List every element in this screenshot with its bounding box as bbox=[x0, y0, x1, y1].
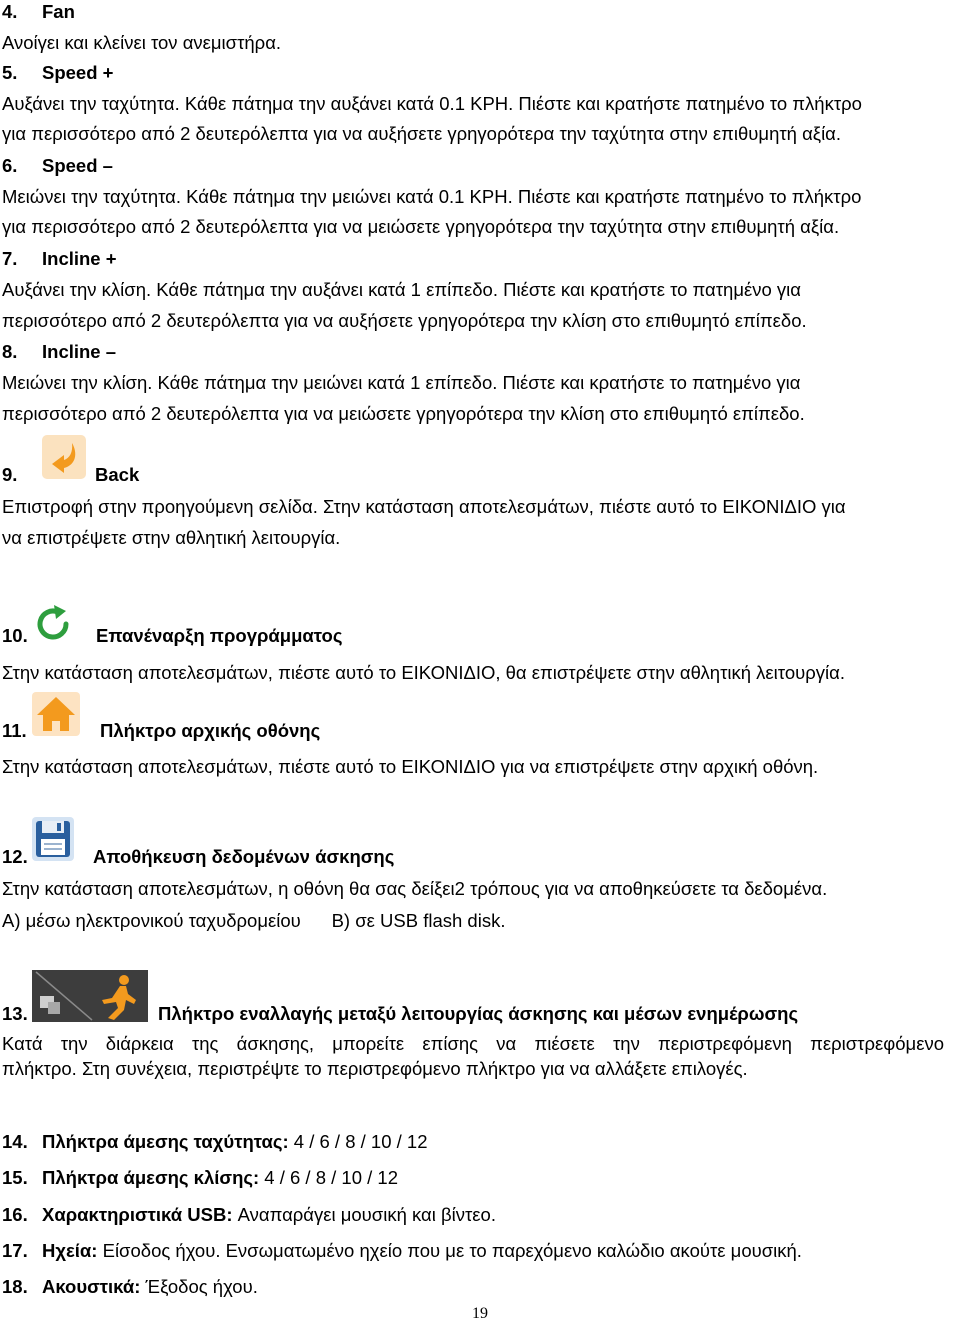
item-9-heading: 9. Back bbox=[2, 464, 140, 485]
item-12-desc-line-2: Α) μέσω ηλεκτρονικού ταχυδρομείου Β) σε USB flash disk. bbox=[2, 910, 506, 931]
item-16: 16. Χαρακτηριστικά USB: Αναπαράγει μουσική και βίντεο. bbox=[2, 1204, 496, 1225]
item-5-heading: 5. Speed + bbox=[2, 62, 114, 83]
item-5-desc-line-2: για περισσότερο από 2 δευτερόλεπτα για να αυξήσετε γρηγορότερα την ταχύτητα στην επιθυμητή αξία. bbox=[2, 123, 842, 144]
item-8-heading: 8. Incline – bbox=[2, 341, 117, 362]
item-8-desc-line-1: Μειώνει την κλίση. Κάθε πάτημα την μειώνει κατά 1 επίπεδο. Πιέστε και κρατήστε το πατημένο για bbox=[2, 372, 801, 393]
item-7-desc-line-1: Αυξάνει την κλίση. Κάθε πάτημα την αυξάνει κατά 1 επίπεδο. Πιέστε και κρατήστε το πατημένο για bbox=[2, 279, 801, 300]
item-6-heading: 6. Speed – bbox=[2, 155, 113, 176]
item-12-desc-line-1: Στην κατάσταση αποτελεσμάτων, η οθόνη θα σας δείξει2 τρόπους για να αποθηκεύσετε τα δεδομένα. bbox=[2, 878, 828, 899]
item-11-heading: 11. Πλήκτρο αρχικής οθόνης bbox=[2, 720, 321, 741]
item-8-desc-line-2: περισσότερο από 2 δευτερόλεπτα για να μειώσετε γρηγορότερα την κλίση στο επιθυμητό επίπεδο. bbox=[2, 403, 805, 424]
item-11-desc: Στην κατάσταση αποτελεσμάτων, πιέστε αυτό το ΕΙΚΟΝΙΔΙΟ για να επιστρέψετε στην αρχική οθόνη. bbox=[2, 756, 819, 777]
item-10-heading: 10. Επανέναρξη προγράμματος bbox=[2, 625, 343, 646]
item-12-heading: 12. Αποθήκευση δεδομένων άσκησης bbox=[2, 846, 395, 867]
item-6-desc-line-2: για περισσότερο από 2 δευτερόλεπτα για να μειώσετε γρηγορότερα την ταχύτητα στην επιθυμητή αξία. bbox=[2, 216, 840, 237]
item-4-heading: 4. Fan bbox=[2, 1, 75, 22]
item-13-desc-line-2: πλήκτρο. Στη συνέχεια, περιστρέψτε το περιστρεφόμενο πλήκτρο για να αλλάξετε επιλογές. bbox=[2, 1058, 748, 1079]
item-14: 14. Πλήκτρα άμεσης ταχύτητας: 4 / 6 / 8 / 10 / 12 bbox=[2, 1131, 428, 1152]
item-7-desc-line-2: περισσότερο από 2 δευτερόλεπτα για να αυξήσετε γρηγορότερα την κλίση στο επιθυμητό επίπεδο. bbox=[2, 310, 807, 331]
item-9-desc-line-1: Επιστροφή στην προηγούμενη σελίδα. Στην κατάσταση αποτελεσμάτων, πιέστε αυτό το ΕΙΚΟΝΙΔΙΟ για bbox=[2, 496, 846, 517]
item-17: 17. Ηχεία: Είσοδος ήχου. Ενσωματωμένο ηχείο που με το παρεχόμενο καλώδιο ακούτε μουσική. bbox=[2, 1240, 802, 1261]
item-15: 15. Πλήκτρα άμεσης κλίσης: 4 / 6 / 8 / 10 / 12 bbox=[2, 1167, 398, 1188]
item-4-desc: Ανοίγει και κλείνει τον ανεμιστήρα. bbox=[2, 32, 282, 53]
item-5-desc-line-1: Αυξάνει την ταχύτητα. Κάθε πάτημα την αυξάνει κατά 0.1 ΚΡΗ. Πιέστε και κρατήστε πατημένο το πλήκτρο bbox=[2, 93, 862, 114]
page-number: 19 bbox=[472, 1305, 488, 1322]
item-18: 18. Ακουστικά: Έξοδος ήχου. bbox=[2, 1276, 258, 1297]
item-13-heading: 13. Πλήκτρο εναλλαγής μεταξύ λειτουργίας άσκησης και μέσων ενημέρωσης bbox=[2, 1003, 799, 1024]
item-10-desc: Στην κατάσταση αποτελεσμάτων, πιέστε αυτό το ΕΙΚΟΝΙΔΙΟ, θα επιστρέψετε στην αθλητική λειτουργία. bbox=[2, 662, 845, 683]
item-7-heading: 7. Incline + bbox=[2, 248, 117, 269]
item-9-desc-line-2: να επιστρέψετε στην αθλητική λειτουργία. bbox=[2, 527, 341, 548]
item-6-desc-line-1: Μειώνει την ταχύτητα. Κάθε πάτημα την μειώνει κατά 0.1 ΚΡΗ. Πιέστε και κρατήστε πατημένο το πλήκτρο bbox=[2, 186, 862, 207]
item-13-desc-line-1: Κατά την διάρκεια της άσκησης, μπορείτε επίσης να πιέσετε την περιστρεφόμενη περιστρεφόμενο bbox=[2, 1033, 944, 1054]
